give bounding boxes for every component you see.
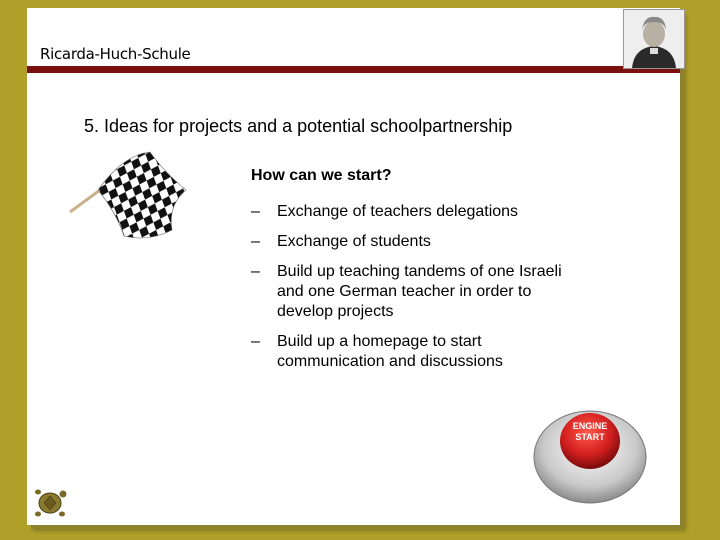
bullet-marker: – bbox=[251, 203, 260, 220]
subheading: How can we start? bbox=[251, 167, 392, 184]
portrait-image bbox=[623, 9, 685, 69]
engine-start-button-image bbox=[533, 395, 648, 505]
slide-title: 5. Ideas for projects and a potential schoolpartnership bbox=[84, 116, 513, 136]
list-item bbox=[251, 262, 571, 322]
bullet-marker: – bbox=[251, 233, 260, 250]
bullet-text: Build up a homepage to start communication and discussions bbox=[277, 333, 503, 370]
bullet-text: Exchange of students bbox=[277, 233, 431, 250]
bullet-marker: – bbox=[251, 333, 260, 350]
list-item bbox=[251, 202, 571, 222]
bullet-text: Exchange of teachers delegations bbox=[277, 203, 519, 220]
turtle-logo-icon bbox=[30, 482, 70, 522]
bullet-text: Build up teaching tandems of one Israeli and one German teacher in order to develop projects bbox=[277, 263, 562, 320]
portrait-icon bbox=[624, 10, 684, 68]
school-name: Ricarda-Huch-Schule bbox=[40, 45, 191, 63]
checkered-flag-icon bbox=[68, 150, 192, 242]
content-block bbox=[251, 166, 571, 382]
header-divider bbox=[27, 66, 680, 73]
list-item bbox=[251, 232, 571, 252]
engine-label-line2: START bbox=[575, 432, 605, 442]
engine-label-line1: ENGINE bbox=[572, 421, 608, 431]
list-item bbox=[251, 332, 571, 372]
bullet-marker: – bbox=[251, 263, 260, 280]
